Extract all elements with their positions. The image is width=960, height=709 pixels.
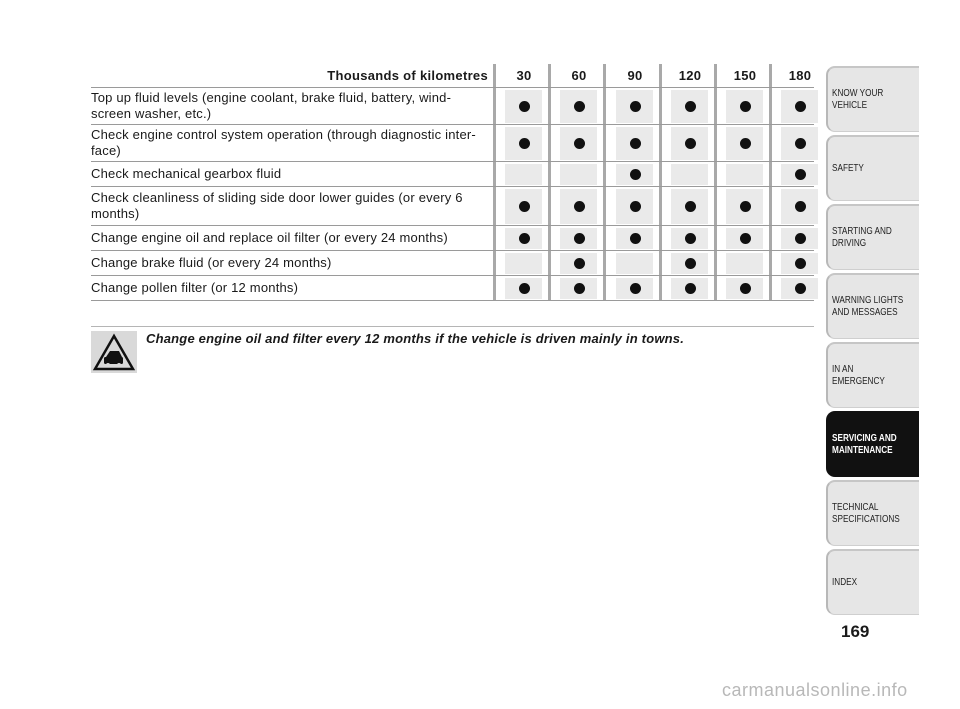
interval-cell [777,125,823,161]
service-dot [574,283,585,294]
table-row [91,226,814,251]
interval-cell [556,276,602,300]
service-dot [630,101,641,112]
row-label: Check cleanliness of sliding side door lower guides (or every 6 months) [91,190,463,221]
service-dot [685,283,696,294]
interval-cell [501,251,547,275]
interval-cell [556,226,602,250]
table-row [91,162,814,187]
service-dot [630,283,641,294]
service-dot [685,138,696,149]
interval-cell [501,276,547,300]
service-dot [519,201,530,212]
service-dot [574,233,585,244]
service-dot [519,101,530,112]
service-dot [740,233,751,244]
section-tab-label: WARNING LIGHTS AND MESSAGES [832,294,904,318]
service-dot [574,201,585,212]
interval-cell [667,88,713,124]
service-dot [740,283,751,294]
interval-cell [556,125,602,161]
service-dot [519,138,530,149]
section-tab-label: TECHNICAL SPECIFICATIONS [832,501,900,525]
table-body [91,88,814,301]
service-dot [795,101,806,112]
interval-header: 120 [678,68,702,83]
interval-header: 30 [516,68,532,83]
interval-cell [501,125,547,161]
watermark: carmanualsonline.info [722,680,908,700]
interval-cell [777,162,823,186]
service-dot [685,101,696,112]
section-tab-label: IN AN EMERGENCY [832,363,885,387]
interval-cell [556,187,602,225]
interval-cell [722,251,768,275]
section-tab[interactable] [826,66,919,132]
service-dot [795,201,806,212]
service-dot [574,258,585,269]
interval-cell [722,187,768,225]
section-tab[interactable] [826,480,919,546]
section-tab[interactable] [826,204,919,270]
interval-cell [667,162,713,186]
interval-header: 180 [788,68,812,83]
service-dot [519,283,530,294]
table-header-row [91,64,814,88]
interval-cell [777,187,823,225]
interval-cell [612,88,658,124]
service-dot [795,233,806,244]
row-label: Change pollen filter (or 12 months) [91,280,299,295]
service-dot [795,169,806,180]
service-dot [740,201,751,212]
service-dot [795,258,806,269]
service-dot [630,169,641,180]
section-tab[interactable] [826,342,919,408]
interval-cell [556,251,602,275]
interval-cell [722,276,768,300]
interval-cell [667,187,713,225]
note-text: Change engine oil and filter every 12 months if the vehicle is driven mainly in towns. [146,331,685,346]
note-divider [91,326,814,327]
interval-cell [501,226,547,250]
service-dot [630,233,641,244]
row-label: Change engine oil and replace oil filter (or every 24 months) [91,230,448,245]
interval-cell [556,162,602,186]
table-row [91,88,814,125]
interval-cell [777,276,823,300]
row-label: Top up fluid levels (engine coolant, brake fluid, battery, wind- screen washer, etc.) [91,90,452,121]
interval-cell [501,162,547,186]
interval-cell [612,162,658,186]
service-dot [685,233,696,244]
row-label: Check engine control system operation (through diagnostic inter- face) [91,127,476,158]
section-tab[interactable] [826,549,919,615]
service-dot [740,138,751,149]
service-dot [795,283,806,294]
interval-cell [501,187,547,225]
section-tab-label: INDEX [832,576,858,588]
service-dot [574,138,585,149]
warning-vehicle-icon [91,331,137,373]
interval-cell [722,125,768,161]
interval-cell [777,226,823,250]
interval-cell [556,88,602,124]
service-dot [519,233,530,244]
interval-cell [722,226,768,250]
interval-cell [667,125,713,161]
interval-cell [777,251,823,275]
section-tab-label: KNOW YOUR VEHICLE [832,87,884,111]
service-dot [574,101,585,112]
interval-cell [612,187,658,225]
service-dot [685,258,696,269]
table-row [91,125,814,162]
section-tab-label: SERVICING AND MAINTENANCE [832,432,897,456]
row-label: Change brake fluid (or every 24 months) [91,255,332,270]
interval-cell [667,226,713,250]
section-tabs [826,66,919,618]
interval-cell [667,276,713,300]
interval-header: 90 [627,68,643,83]
table-row [91,251,814,276]
interval-cell [612,276,658,300]
page-number: 169 [841,622,870,641]
service-dot [630,201,641,212]
interval-cell [612,251,658,275]
header-label: Thousands of kilometres [327,68,488,83]
interval-cell [612,226,658,250]
interval-cell [777,88,823,124]
section-tab[interactable] [826,135,919,201]
section-tab-label: STARTING AND DRIVING [832,225,892,249]
interval-header: 60 [571,68,587,83]
section-tab[interactable] [826,411,919,477]
service-dot [740,101,751,112]
table-row [91,187,814,226]
interval-cell [501,88,547,124]
service-dot [685,201,696,212]
interval-header: 150 [733,68,757,83]
section-tab[interactable] [826,273,919,339]
service-dot [630,138,641,149]
interval-cell [612,125,658,161]
row-label: Check mechanical gearbox fluid [91,166,282,181]
section-tab-label: SAFETY [832,162,864,174]
interval-cell [722,88,768,124]
table-row [91,276,814,301]
maintenance-schedule-table [91,64,814,301]
service-dot [795,138,806,149]
interval-cell [722,162,768,186]
interval-cell [667,251,713,275]
